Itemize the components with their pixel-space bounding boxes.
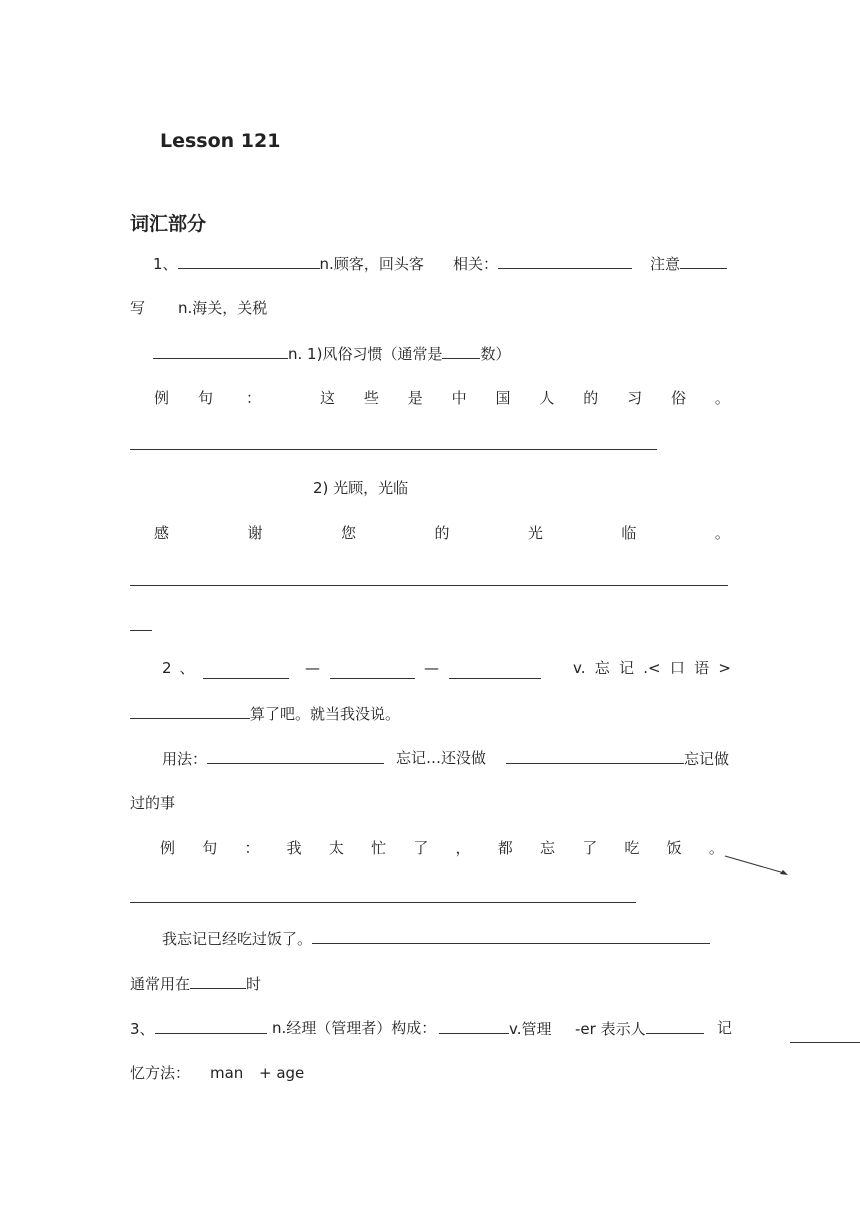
answer-blank[interactable] xyxy=(178,253,320,269)
example-char: 光 xyxy=(527,524,543,542)
common-use-line xyxy=(130,973,261,994)
pos-part: 口 xyxy=(669,659,685,677)
answer-blank[interactable] xyxy=(646,1018,704,1034)
translation-line[interactable] xyxy=(130,902,636,903)
phrase-end: 算了吧。就当我没说。 xyxy=(250,705,401,723)
item3-pos: n.经理（管理者）构成： xyxy=(272,1019,437,1037)
answer-blank[interactable] xyxy=(330,663,415,679)
suffix-line xyxy=(575,1018,704,1039)
pos-part: 记 xyxy=(619,659,635,677)
related-line xyxy=(453,253,632,274)
related-label: 相关： xyxy=(453,255,499,273)
example-char: 国 xyxy=(495,389,511,407)
example-char: 俗 xyxy=(671,389,687,407)
usage-b-continuation: 过的事 xyxy=(130,794,176,812)
example-char: 人 xyxy=(539,389,555,407)
example-char: 这 xyxy=(320,389,336,407)
usage-b-line xyxy=(506,748,729,769)
example-char: 习 xyxy=(627,389,643,407)
translation-line-tail[interactable] xyxy=(130,630,152,631)
memory-a: 记 xyxy=(717,1019,733,1037)
example-char: 。 xyxy=(714,389,730,407)
example-sentence-3 xyxy=(160,838,724,858)
item1-line1 xyxy=(153,253,424,274)
phrase-line xyxy=(130,703,400,724)
usage-line xyxy=(162,748,384,769)
suffix: -er 表示人 xyxy=(575,1020,646,1038)
example-char: 忙 xyxy=(371,839,387,857)
usage-a: 忘记…还没做 xyxy=(396,749,487,767)
item3-verb-line xyxy=(439,1018,551,1039)
dash: — xyxy=(305,659,320,677)
lesson-title: Lesson 121 xyxy=(160,130,281,152)
answer-blank[interactable] xyxy=(203,663,289,679)
pos-part: > xyxy=(718,659,731,677)
item3-number: 3、 xyxy=(130,1020,155,1038)
memory-man: man xyxy=(210,1064,244,1082)
example-char: 都 xyxy=(497,839,513,857)
example-label-char-3: ： xyxy=(246,389,262,407)
answer-blank[interactable] xyxy=(439,1018,509,1034)
example-char: 中 xyxy=(451,389,467,407)
item3-verb: v.管理 xyxy=(509,1020,552,1038)
note-continuation: 写 xyxy=(130,299,146,317)
answer-blank[interactable] xyxy=(498,253,632,269)
answer-blank[interactable] xyxy=(155,1018,267,1034)
example-sentence-2 xyxy=(154,523,730,543)
arrow-icon xyxy=(722,852,792,878)
item2-number: 2、 xyxy=(162,659,203,677)
memory-age: + age xyxy=(259,1064,305,1082)
custom-line xyxy=(153,343,510,364)
example-char: 了 xyxy=(413,839,429,857)
example-char: 临 xyxy=(621,524,637,542)
usage-b: 忘记做 xyxy=(684,750,730,768)
common-use-end: 时 xyxy=(246,975,262,993)
custom-def-end: 数） xyxy=(480,345,511,363)
answer-blank[interactable] xyxy=(153,343,288,359)
answer-blank[interactable] xyxy=(506,748,684,764)
pos-part: .< xyxy=(643,659,661,677)
item1-number: 1、 xyxy=(153,255,178,273)
example-char: 是 xyxy=(407,389,423,407)
example-char: 句 xyxy=(202,839,218,857)
answer-blank[interactable] xyxy=(680,253,727,269)
example-char: 。 xyxy=(708,839,724,857)
example-char: 吃 xyxy=(624,839,640,857)
usage-label: 用法： xyxy=(162,750,208,768)
example-char: 您 xyxy=(340,524,356,542)
pos-part: 语 xyxy=(694,659,710,677)
example-label-char-2: 句 xyxy=(198,389,214,407)
section-title: 词汇部分 xyxy=(130,213,207,235)
example-char: 谢 xyxy=(247,524,263,542)
example-char: 了 xyxy=(582,839,598,857)
example-char: 饭 xyxy=(666,839,682,857)
example-char: 太 xyxy=(328,839,344,857)
answer-blank[interactable] xyxy=(442,343,480,359)
example-char: ： xyxy=(244,839,260,857)
dash: — xyxy=(424,659,439,677)
example-sentence-1 xyxy=(320,388,730,408)
example-char: 些 xyxy=(363,389,379,407)
customs-def: n.海关，关税 xyxy=(178,299,268,317)
item2-pos xyxy=(573,658,731,678)
common-use: 通常用在 xyxy=(130,975,191,993)
pos-part: 忘 xyxy=(594,659,610,677)
translation-line[interactable] xyxy=(130,585,728,586)
example-char: 的 xyxy=(434,524,450,542)
example-char: 感 xyxy=(154,524,170,542)
margin-line[interactable] xyxy=(790,1042,860,1043)
example-char: ， xyxy=(455,839,471,857)
answer-blank[interactable] xyxy=(312,928,710,944)
example-char: 忘 xyxy=(539,839,555,857)
answer-blank[interactable] xyxy=(207,748,384,764)
example2-text: 我忘记已经吃过饭了。 xyxy=(162,930,313,948)
example-char: 的 xyxy=(583,389,599,407)
sense-2: 2) 光顾，光临 xyxy=(313,479,409,497)
item1-pos: n.顾客，回头客 xyxy=(319,255,424,273)
memory-b: 忆方法： xyxy=(130,1064,191,1082)
example-char: 例 xyxy=(160,839,176,857)
example-char: 我 xyxy=(286,839,302,857)
pos-part: v. xyxy=(573,659,586,677)
note-label: 注意 xyxy=(650,255,681,273)
answer-blank[interactable] xyxy=(449,663,541,679)
example-label-char-1: 例 xyxy=(154,389,170,407)
answer-blank[interactable] xyxy=(190,973,246,989)
note-line xyxy=(650,253,727,274)
example2-line xyxy=(162,928,710,949)
translation-line[interactable] xyxy=(130,449,657,450)
example-char: 。 xyxy=(714,524,730,542)
item3-line xyxy=(130,1018,267,1039)
answer-blank[interactable] xyxy=(130,703,250,719)
custom-def: n. 1)风俗习惯（通常是 xyxy=(288,345,443,363)
